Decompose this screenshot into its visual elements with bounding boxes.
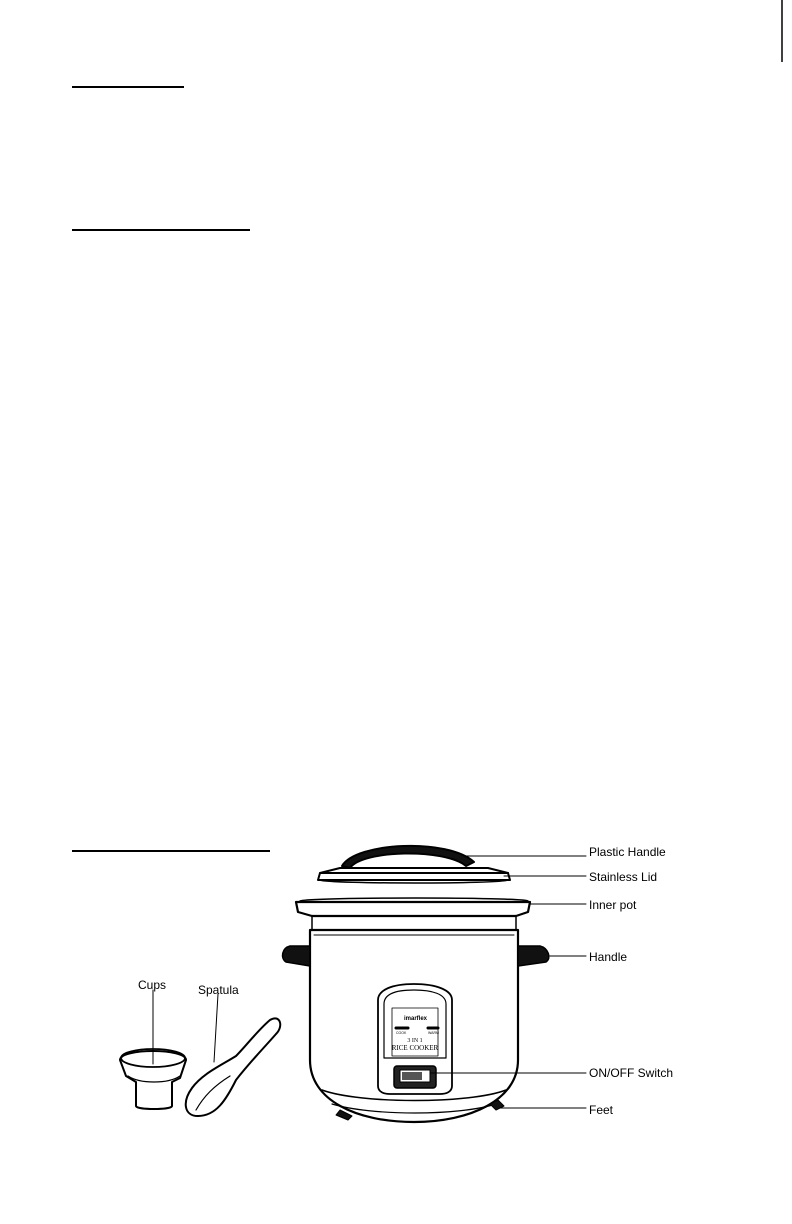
lid-handle-shape [342, 846, 474, 868]
label-stainless-lid: Stainless Lid [589, 870, 658, 884]
panel-warm: WARM [428, 1031, 439, 1035]
side-handle-left [283, 946, 310, 966]
label-cups: Cups [138, 978, 167, 992]
side-handle-right [518, 946, 549, 966]
spatula-shape [186, 1018, 281, 1116]
label-spatula: Spatula [198, 983, 239, 997]
panel-cook: COOK [396, 1031, 407, 1035]
label-inner-pot: Inner pot [589, 898, 637, 912]
label-plastic-handle: Plastic Handle [589, 845, 666, 859]
panel-brand: imarflex [404, 1016, 428, 1022]
label-handle: Handle [589, 950, 628, 964]
lid-shape [318, 873, 510, 880]
panel-line2: RICE COOKER [391, 1044, 439, 1052]
label-feet: Feet [589, 1103, 614, 1117]
inner-pot-shape [296, 902, 530, 916]
panel-line1: 3 IN 1 [407, 1038, 423, 1044]
label-on-off-switch: ON/OFF Switch [589, 1066, 674, 1080]
